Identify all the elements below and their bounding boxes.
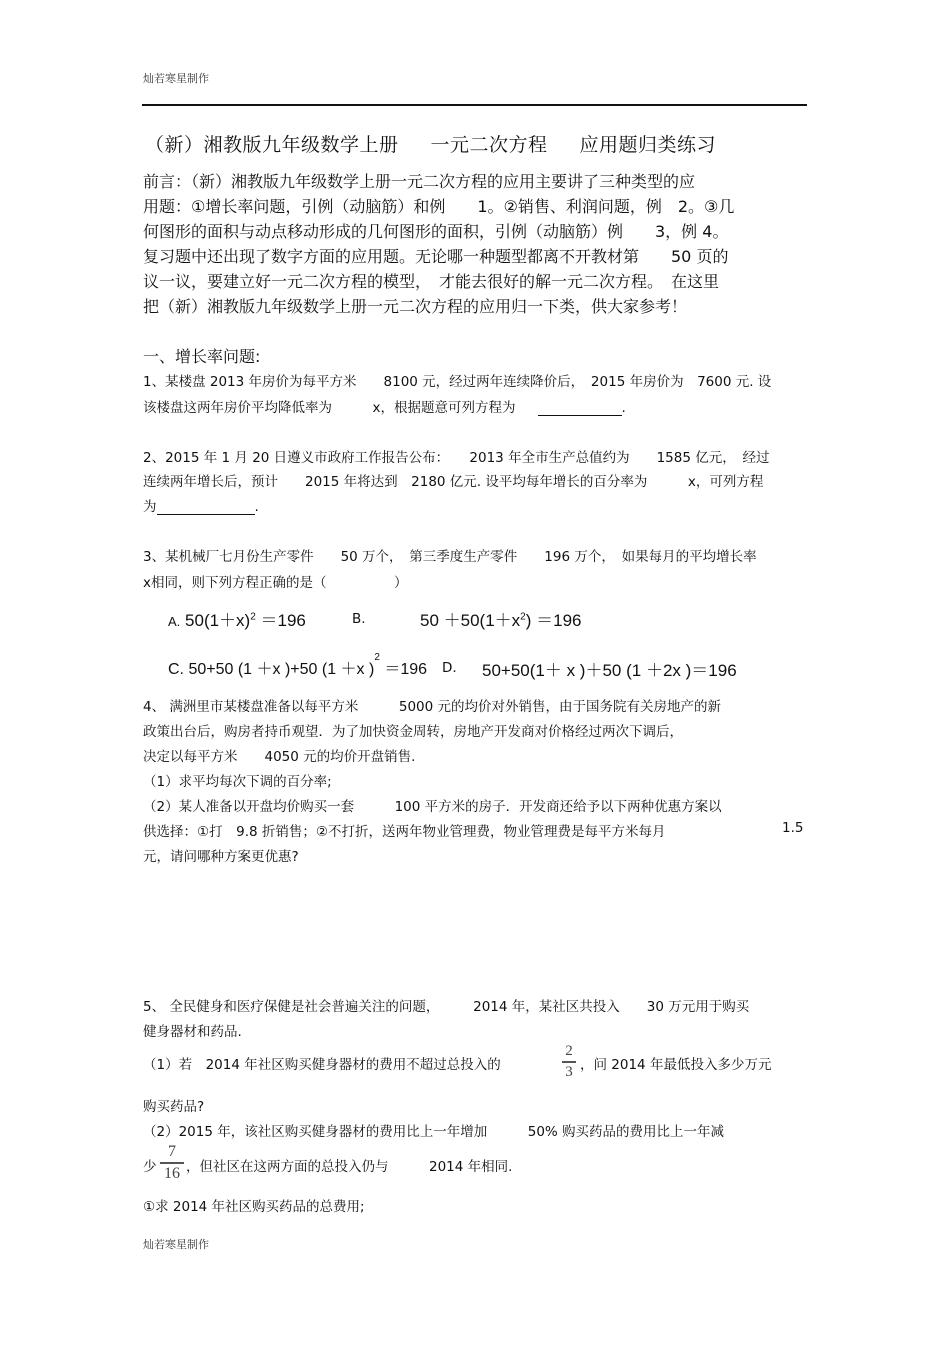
section-heading-growth-rate: 一、增长率问题: bbox=[143, 347, 261, 366]
intro-paragraph bbox=[143, 169, 734, 319]
option-a-tail: ＝196 bbox=[260, 611, 306, 630]
q4-line-5: （2）某人准备以开盘均价购买一套 100 平方米的房子．开发商还给予以下两种优惠方案以 bbox=[143, 799, 722, 815]
q5-line-2: 健身器材和药品. bbox=[143, 1024, 242, 1040]
option-c-expr: C. 50+50 (1 ＋x )+50 (1 ＋x ) bbox=[168, 661, 375, 678]
q5-line-7: ①求 2014 年社区购买药品的总费用; bbox=[143, 1199, 365, 1215]
title-part-3: 应用题归类练习 bbox=[579, 134, 717, 156]
q2-line-1: 2、2015 年 1 月 20 日遵义市政府工作报告公布： 2013 年全市生产总值约为 1585 亿元， 经过 bbox=[143, 450, 770, 466]
header-watermark: 灿若寒星制作 bbox=[143, 72, 209, 85]
q4-line-7: 元，请问哪种方案更优惠? bbox=[143, 849, 299, 865]
fraction-denominator: 3 bbox=[565, 1063, 573, 1080]
q4-line-1: 4、 满洲里市某楼盘准备以每平方米 5000 元的均价对外销售，由于国务院有关房地产的新 bbox=[143, 699, 722, 715]
fraction-two-thirds bbox=[562, 1043, 576, 1081]
intro-line: 复习题中还出现了数字方面的应用题。无论哪一种题型都离不开教材第 50 页的 bbox=[143, 247, 729, 266]
q4-line-6-tail: 1.5 bbox=[782, 820, 804, 836]
option-b-expr: 50 ＋50(1＋x bbox=[420, 611, 521, 630]
fraction-numerator: 7 bbox=[168, 1143, 176, 1160]
q3-option-d: 50+50(1＋ x )＋50 (1 ＋2x )＝196 bbox=[482, 661, 737, 680]
q3-option-c bbox=[168, 651, 428, 679]
option-c-tail: ＝196 bbox=[384, 661, 428, 678]
q5-line-5: （2）2015 年，该社区购买健身器材的费用比上一年增加 50% 购买药品的费用比上一年减 bbox=[143, 1124, 725, 1140]
q1-line-1: 1、某楼盘 2013 年房价为每平方米 8100 元，经过两年连续降价后， 2015 年房价为 7600 元. 设 bbox=[143, 374, 772, 390]
option-b-label: B. bbox=[352, 611, 366, 627]
q4-line-4: （1）求平均每次下调的百分率; bbox=[143, 774, 332, 790]
footer-watermark: 灿若寒星制作 bbox=[143, 1238, 209, 1251]
q1-line-2-text: 该楼盘这两年房价平均降低率为 x，根据题意可列方程为 bbox=[143, 400, 516, 416]
q2-line-3-text: 为 bbox=[143, 499, 157, 515]
intro-line: 用题：①增长率问题，引例（动脑筋）和例 1。②销售、利润问题，例 2。③几 bbox=[143, 197, 735, 216]
intro-line: 议一议，要建立好一元二次方程的模型， 才能去很好的解一元二次方程。 在这里 bbox=[143, 272, 720, 291]
q3-line-1: 3、某机械厂七月份生产零件 50 万个， 第三季度生产零件 196 万个， 如果每月的平均增长率 bbox=[143, 549, 757, 565]
q3-option-a bbox=[168, 606, 306, 631]
intro-line: 把（新）湘教版九年级数学上册一元二次方程的应用归一下类，供大家参考！ bbox=[143, 297, 688, 316]
fraction-numerator: 2 bbox=[565, 1043, 573, 1059]
fraction-bar bbox=[160, 1162, 184, 1164]
option-d-label: D. bbox=[442, 660, 457, 676]
header-rule bbox=[142, 104, 807, 106]
q4-line-2: 政策出台后，购房者持币观望．为了加快资金周转，房地产开发商对价格经过两次下调后， bbox=[143, 724, 683, 740]
q3-line-2: x相同，则下列方程正确的是（ ） bbox=[143, 575, 408, 591]
title-part-2: 一元二次方程 bbox=[430, 134, 548, 156]
q2-line-3: 为 . bbox=[143, 499, 259, 515]
q1-line-2: 该楼盘这两年房价平均降低率为 x，根据题意可列方程为 . bbox=[143, 400, 626, 416]
answer-blank bbox=[538, 401, 622, 416]
q2-line-2: 连续两年增长后，预计 2015 年将达到 2180 亿元. 设平均每年增长的百分率为 x，可列方程 bbox=[143, 474, 764, 490]
q5-line-6-head: 少 bbox=[143, 1159, 157, 1175]
fraction-seven-sixteenths bbox=[160, 1143, 184, 1183]
q5-line-1: 5、 全民健身和医疗保健是社会普遍关注的问题， 2014 年，某社区共投入 30 万元用于购买 bbox=[143, 999, 750, 1015]
q4-line-6: 供选择：①打 9.8 折销售；②不打折，送两年物业管理费，物业管理费是每平方米每月 bbox=[143, 824, 666, 840]
answer-blank bbox=[157, 500, 255, 515]
q3-option-b bbox=[420, 606, 581, 631]
q5-line-6-tail: ，但社区在这两方面的总投入仍与 2014 年相同. bbox=[186, 1159, 513, 1175]
fraction-bar bbox=[562, 1061, 576, 1063]
q5-line-3: （1）若 2014 年社区购买健身器材的费用不超过总投入的 bbox=[143, 1057, 501, 1073]
intro-line: 前言：（新）湘教版九年级数学上册一元二次方程的应用主要讲了三种类型的应 bbox=[143, 172, 696, 191]
q4-line-3: 决定以每平方米 4050 元的均价开盘销售. bbox=[143, 749, 416, 765]
title-part-1: （新）湘教版九年级数学上册 bbox=[145, 134, 399, 156]
option-b-tail: ) ＝196 bbox=[525, 611, 582, 630]
q5-line-4: 购买药品? bbox=[143, 1099, 205, 1115]
option-a-label: A. bbox=[168, 614, 181, 629]
exponent: 2 bbox=[520, 611, 526, 623]
option-a-expr: 50(1＋x) bbox=[185, 611, 251, 630]
fraction-denominator: 16 bbox=[164, 1164, 180, 1182]
exponent: 2 bbox=[250, 611, 256, 623]
q5-line-3-tail: ，问 2014 年最低投入多少万元 bbox=[580, 1057, 772, 1073]
intro-line: 何图形的面积与动点移动形成的几何图形的面积，引例（动脑筋）例 3，例 4。 bbox=[143, 222, 729, 241]
page-title bbox=[145, 130, 716, 157]
exponent: 2 bbox=[374, 651, 380, 663]
